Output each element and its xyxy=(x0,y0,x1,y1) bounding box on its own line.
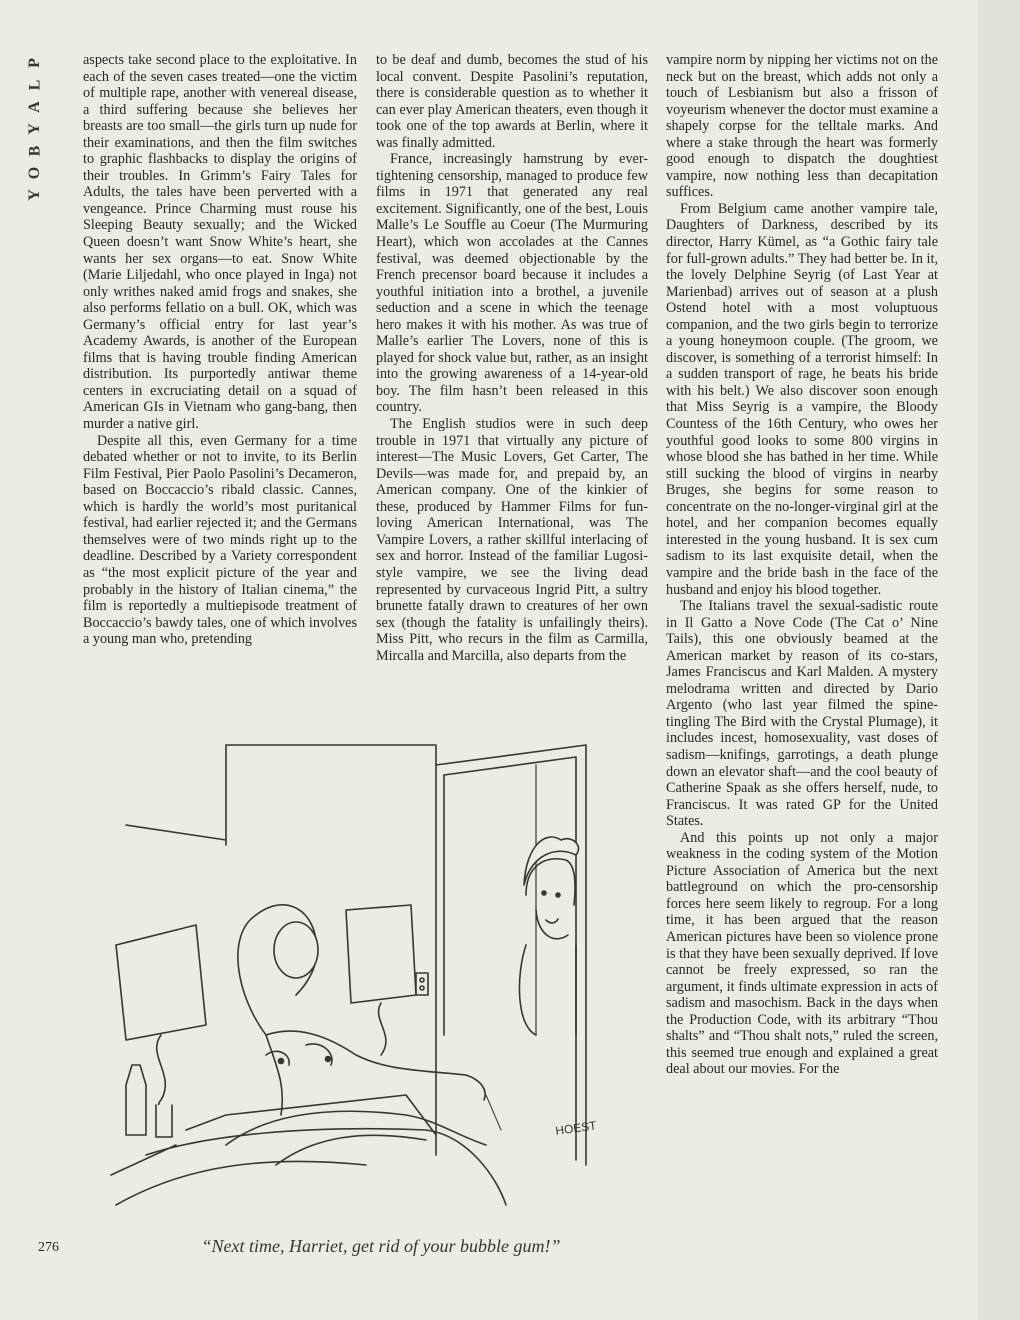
paragraph: The Italians travel the sexual-sadistic route in Il Gatto a Nove Code (The Cat o’ Nine Tails), this one obviously beamed at the American market by reason of its co-stars, James Franciscus and Karl Malden. A mystery melodrama written and directed by Dario Argento (who last year filmed the spine-tingling The Bird with the Crystal Plumage), it includes incest, homosexuality, vast doses of sadism—knifings, garrotings, a death plunge down an elevator shaft—and the cool beauty of Catherine Spaak as she offers herself, nude, to Franciscus. It was rated GP for the United States. xyxy=(666,598,938,830)
cartoon-caption: “Next time, Harriet, get rid of your bubble gum!” xyxy=(201,1236,561,1256)
paragraph: From Belgium came another vampire tale, Daughters of Darkness, described by its director, Harry Kümel, as “a Gothic fairy tale for full-grown adults.” They had better be. In it, the lovely Delphine Seyrig (of Last Year at Marienbad) arrives out of season at a plush Ostend hotel with a most voluptuous companion, and the two girls begin to terrorize a young honeymoon couple. (The groom, we discover, is something of a terrorist himself: In a sudden transport of rage, he beats his bride with his belt.) We also discover soon enough that Miss Seyrig is a vampire, the Bloody Countess of the 16th Century, who owes her youthful good looks to some 800 virgins in whose blood she has bathed in her time. While still sucking the blood of virgins in nearby Bruges, she begins for some reason to concentrate on the no-longer-virginal girl at the hotel, and her companion becomes equally interested in the young husband. It is sex cum sadism to its last exquisite detail, when the vampire and the bride bash in the face of the husband and enjoy his blood together. xyxy=(666,200,938,598)
paragraph: The English studios were in such deep trouble in 1971 that virtually any picture of interest—The Music Lovers, Get Carter, The Devils—was made for, and prepaid by, an American company. One of the kinkier of these, produced by Hammer Films for fun-loving American International, was The Vampire Lovers, a rather skillful interlacing of sex and horror. Instead of the familiar Lugosi-style vampire, we see the living dead represented by curvaceous Ingrid Pitt, a sultry brunette fatally drawn to creatures of her own sex (though the fatality is unfailingly theirs). Miss Pitt, who recurs in the film as Carmilla, Mircalla and Marcilla, also departs from the xyxy=(376,416,648,664)
cartoon-signature: HOEST xyxy=(554,1118,598,1138)
text-column-1 xyxy=(83,52,357,648)
paragraph: And this points up not only a major weakness in the coding system of the Motion Picture Association of America but the next battleground on which the pro-censorship forces here seem likely to regroup. For a long time, it has been argued that the reason American pictures have been so violence prone is that they have been sexually deprived. If love cannot be freely expressed, so ran the argument, it finds ultimate expression in acts of sadism and masochism. Back in the days when the Production Code, with its arbitrary “Thou shalts” and “Thou shalt nots,” ruled the screen, this seemed true enough and explained a great deal about our movies. For the xyxy=(666,829,938,1078)
paragraph: Despite all this, even Germany for a time debated whether or not to invite, to its Berlin Film Festival, Pier Paolo Pasolini’s Decameron, based on Boccaccio’s ribald classic. Cannes, which is hardly the world’s most puritanical festival, had earlier rejected it; and the Germans themselves were of two minds right up to the deadline. Described by a Variety correspondent as “the most explicit picture of the year and probably in the history of Italian cinema,” the film is reportedly a multiepisode treatment of Boccaccio’s bawdy tales, one of which involves a young man who, pretending xyxy=(83,432,357,648)
masthead-letter: Y xyxy=(26,189,43,201)
masthead-letter: Y xyxy=(26,123,43,135)
cartoon-illustration xyxy=(106,735,646,1225)
masthead-letter: B xyxy=(25,145,43,157)
masthead-letter: P xyxy=(26,58,43,68)
paragraph: aspects take second place to the exploitative. In each of the seven cases treated—one the victim of multiple rape, another with venereal disease, a third suffering because she believes her breasts are too small—the girls turn up nude for their examinations, and then the film switches to graphic flashbacks to display the origins of their troubles. In Grimm’s Fairy Tales for Adults, the tales have been perverted with a vengeance. Prince Charming must rouse his Sleeping Beauty sexually; and the Wicked Queen doesn’t want Snow White’s heart, she wants her sex organs—to eat. Snow White (Marie Liljedahl, who once played in Inga) not only writhes naked amid frogs and snakes, she also performs fellatio on a bull. OK, which was Germany’s official entry for last year’s Academy Awards, is another of the European films that is having trouble finding American distribution. Its purportedly antiwar theme centers in excruciating detail on a squad of American GIs in Vietnam who gang-bang, then murder a native girl. xyxy=(83,52,357,433)
page-edge xyxy=(978,0,1020,1320)
paragraph: France, increasingly hamstrung by ever-tightening censorship, managed to produce few films in 1971 that generated any real excitement. Significantly, one of the best, Louis Malle’s Le Souffle au Coeur (The Murmuring Heart), which won accolades at the Cannes festival, was deemed objectionable by the French precensor board because it includes a youthful initiation into a brothel, a juvenile seduction and a scene in which the teenage hero makes it with his mother. As was true of Malle’s earlier The Lovers, none of this is played for shock value but, rather, as an insight into the growing awareness of a 14-year-old boy. The film hasn’t been released in this country. xyxy=(376,151,648,416)
paragraph: vampire norm by nipping her victims not on the neck but on the breast, which adds not only a touch of Lesbianism but also a frisson of voyeurism whenever the doctor must examine a shapely corpse for the telltale marks. And where a stake through the heart was formerly good enough to dispatch the doughtiest vampire, now nothing less than decapitation suffices. xyxy=(666,52,938,201)
page-number: 276 xyxy=(38,1240,59,1255)
paragraph: to be deaf and dumb, becomes the stud of his local convent. Despite Pasolini’s reputation, there is considerable question as to whether it can ever play American theaters, even though it took one of the top awards at Berlin, where it was finally admitted. xyxy=(376,52,648,151)
masthead-letter: O xyxy=(25,166,43,180)
masthead-letter: L xyxy=(25,79,43,91)
text-column-2 xyxy=(376,52,648,664)
masthead-playboy xyxy=(24,52,46,206)
text-column-3 xyxy=(666,52,938,1078)
masthead-letter: A xyxy=(26,101,43,113)
